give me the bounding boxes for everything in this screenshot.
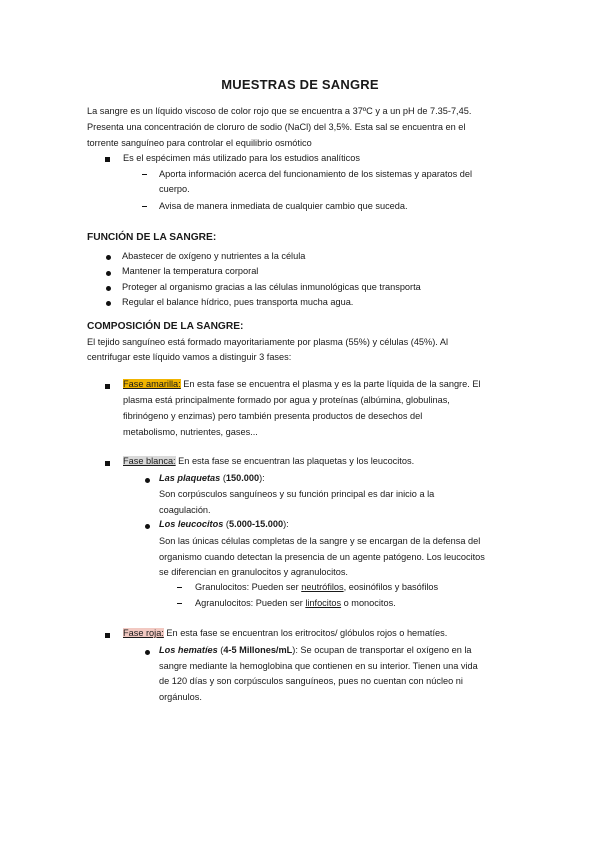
plaquetas-value: 150.000	[225, 473, 260, 483]
fase-amarilla-line-1	[123, 378, 481, 391]
page-title: MUESTRAS DE SANGRE	[221, 77, 379, 92]
agranulocitos-suffix: o monocitos.	[341, 598, 396, 608]
granulocitos-line	[195, 581, 438, 594]
hematies-line-3: de 120 días y son corpúsculos sanguíneos, pues no cuentan con núcleo ni	[159, 676, 463, 686]
leucocitos-line-2: organismo cuando detectan la presencia de un agente patógeno. Los leucocitos	[159, 552, 485, 562]
square-bullet-icon	[105, 384, 110, 389]
fase-roja-label: Fase roja:	[123, 628, 164, 638]
dash-bullet-icon	[177, 603, 182, 604]
dash-bullet-icon	[177, 587, 182, 588]
square-bullet-icon	[105, 461, 110, 466]
fase-roja-line-1	[123, 627, 447, 640]
composicion-intro-line-1: El tejido sanguíneo está formado mayoritariamente por plasma (55%) y células (45%). Al	[87, 337, 449, 347]
funcion-item: Regular el balance hídrico, pues transporta mucha agua.	[122, 297, 354, 307]
agranulocitos-prefix: Agranulocitos: Pueden ser	[195, 598, 306, 608]
bullet-dot-icon	[145, 524, 150, 529]
hematies-line-1: Los hematíes (4-5 Millones/mL): Se ocupan de transportar el oxígeno en la	[159, 645, 472, 655]
intro-sub2: Avisa de manera inmediata de cualquier cambio que suceda.	[159, 201, 408, 211]
linfocitos-link-text: linfocitos	[305, 598, 342, 608]
plaquetas-line-1: Son corpúsculos sanguíneos y su función principal es dar inicio a la	[159, 489, 435, 499]
hematies-line-4: orgánulos.	[159, 692, 202, 702]
dash-bullet-icon	[142, 174, 147, 175]
hematies-line-2: sangre mediante la hemoglobina que contienen en su interior. Tienen una vida	[159, 661, 478, 671]
section-heading-funcion: FUNCIÓN DE LA SANGRE:	[87, 232, 217, 243]
composicion-intro-line-2: centrifugar este líquido vamos a distinguir 3 fases:	[87, 352, 292, 362]
intro-line-2: Presenta una concentración de cloruro de sodio (NaCl) del 3,5%. Esta sal se encuentra en el	[87, 122, 466, 132]
granulocitos-prefix: Granulocitos: Pueden ser	[195, 582, 302, 592]
intro-sub1-line-2: cuerpo.	[159, 184, 190, 194]
intro-line-3: torrente sanguíneo para controlar el equilibrio osmótico	[87, 138, 312, 148]
leucocitos-heading: Los leucocitos (5.000-15.000):	[159, 519, 289, 529]
fase-amarilla-label: Fase amarilla:	[123, 379, 181, 389]
square-bullet-icon	[105, 157, 110, 162]
plaquetas-name: Las plaquetas	[159, 473, 221, 483]
hematies-name: Los hematíes	[159, 645, 218, 655]
agranulocitos-line	[195, 597, 396, 610]
leucocitos-value: 5.000-15.000	[228, 519, 284, 529]
bullet-dot-icon	[106, 301, 111, 306]
funcion-item: Proteger al organismo gracias a las células inmunológicas que transporta	[122, 282, 421, 292]
intro-bullet: Es el espécimen más utilizado para los estudios analíticos	[123, 153, 360, 163]
square-bullet-icon	[105, 633, 110, 638]
fase-amarilla-line-4: metabolismo, nutrientes, gases...	[123, 427, 258, 437]
bullet-dot-icon	[145, 650, 150, 655]
section-heading-composicion: COMPOSICIÓN DE LA SANGRE:	[87, 321, 244, 332]
fase-amarilla-text: En esta fase se encuentra el plasma y es la parte líquida de la sangre. El	[180, 379, 481, 389]
leucocitos-line-1: Son las únicas células completas de la sangre y se encargan de la defensa del	[159, 536, 481, 546]
hematies-value: 4-5 Millones/mL	[223, 645, 293, 655]
fase-blanca-label: Fase blanca:	[123, 456, 176, 466]
leucocitos-name: Los leucocitos	[159, 519, 224, 529]
funcion-item: Mantener la temperatura corporal	[122, 266, 259, 276]
plaquetas-line-2: coagulación.	[159, 505, 211, 515]
granulocitos-suffix: , eosinófilos y basófilos	[343, 582, 439, 592]
fase-roja-text: En esta fase se encuentran los eritrocitos/ glóbulos rojos o hematíes.	[163, 628, 448, 638]
plaquetas-heading: Las plaquetas (150.000):	[159, 473, 265, 483]
dash-bullet-icon	[142, 206, 147, 207]
fase-blanca-text: En esta fase se encuentran las plaquetas y los leucocitos.	[175, 456, 415, 466]
bullet-dot-icon	[106, 255, 111, 260]
fase-amarilla-line-2: plasma está principalmente formado por agua y proteínas (albúmina, globulinas,	[123, 395, 450, 405]
funcion-item: Abastecer de oxígeno y nutrientes a la célula	[122, 251, 306, 261]
hematies-text: : Se ocupan de transportar el oxígeno en la	[295, 645, 472, 655]
fase-amarilla-line-3: fibrinógeno y enzimas) pero también presenta productos de desechos del	[123, 411, 423, 421]
intro-sub1-line-1: Aporta información acerca del funcionamiento de los sistemas y aparatos del	[159, 169, 473, 179]
neutrofilos-link-text: neutrófilos	[301, 582, 344, 592]
fase-blanca-line-1	[123, 455, 414, 468]
intro-line-1: La sangre es un líquido viscoso de color rojo que se encuentra a 37ºC y a un pH de 7.35-7,45.	[87, 106, 472, 116]
bullet-dot-icon	[106, 271, 111, 276]
leucocitos-line-3: se diferencian en granulocitos y agranulocitos.	[159, 567, 348, 577]
bullet-dot-icon	[145, 478, 150, 483]
bullet-dot-icon	[106, 286, 111, 291]
